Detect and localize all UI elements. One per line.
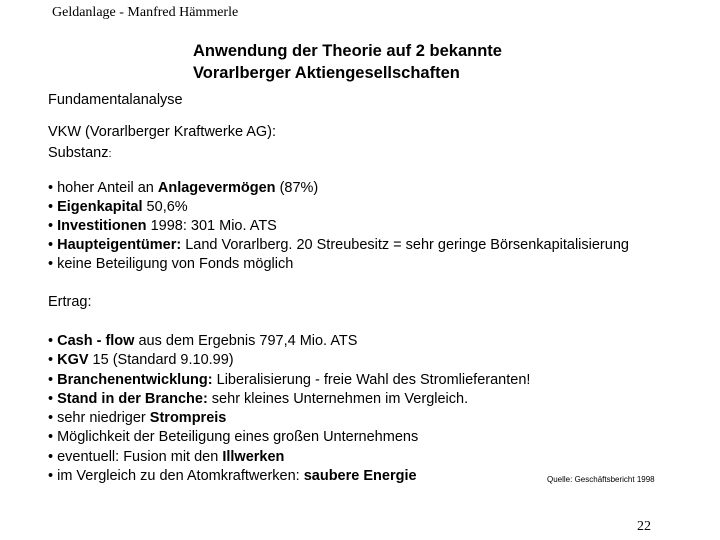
title-line-1: Anwendung der Theorie auf 2 bekannte [193, 42, 502, 60]
page-header: Geldanlage - Manfred Hämmerle [52, 5, 239, 20]
substanz-item: • Eigenkapital 50,6% [48, 199, 188, 215]
substanz-item: • Investitionen 1998: 301 Mio. ATS [48, 218, 277, 234]
substanz-item: • keine Beteiligung von Fonds möglich [48, 256, 294, 272]
ertrag-heading: Ertrag: [48, 294, 92, 310]
ertrag-item: • sehr niedriger Strompreis [48, 410, 227, 426]
ertrag-item: • Cash - flow aus dem Ergebnis 797,4 Mio. ATS [48, 333, 358, 349]
substanz-heading: Substanz: [48, 145, 112, 161]
substanz-item: • hoher Anteil an Anlagevermögen (87%) [48, 180, 319, 196]
source-note: Quelle: Geschäftsbericht 1998 [547, 475, 655, 484]
company-name: VKW (Vorarlberger Kraftwerke AG): [48, 124, 277, 140]
ertrag-item: • im Vergleich zu den Atomkraftwerken: saubere Energie [48, 468, 417, 484]
ertrag-item: • Möglichkeit der Beteiligung eines großen Unternehmens [48, 429, 419, 445]
ertrag-item: • KGV 15 (Standard 9.10.99) [48, 352, 234, 368]
title-line-2: Vorarlberger Aktiengesellschaften [193, 64, 460, 82]
ertrag-item: • Branchenentwicklung: Liberalisierung - freie Wahl des Stromlieferanten! [48, 372, 531, 388]
ertrag-item: • Stand in der Branche: sehr kleines Unternehmen im Vergleich. [48, 391, 469, 407]
ertrag-item: • eventuell: Fusion mit den Illwerken [48, 449, 285, 465]
substanz-item: • Haupteigentümer: Land Vorarlberg. 20 Streubesitz = sehr geringe Börsenkapitalisierung [48, 237, 629, 253]
section-heading: Fundamentalanalyse [48, 92, 183, 108]
slide-title [193, 40, 502, 84]
page-number: 22 [637, 519, 651, 534]
